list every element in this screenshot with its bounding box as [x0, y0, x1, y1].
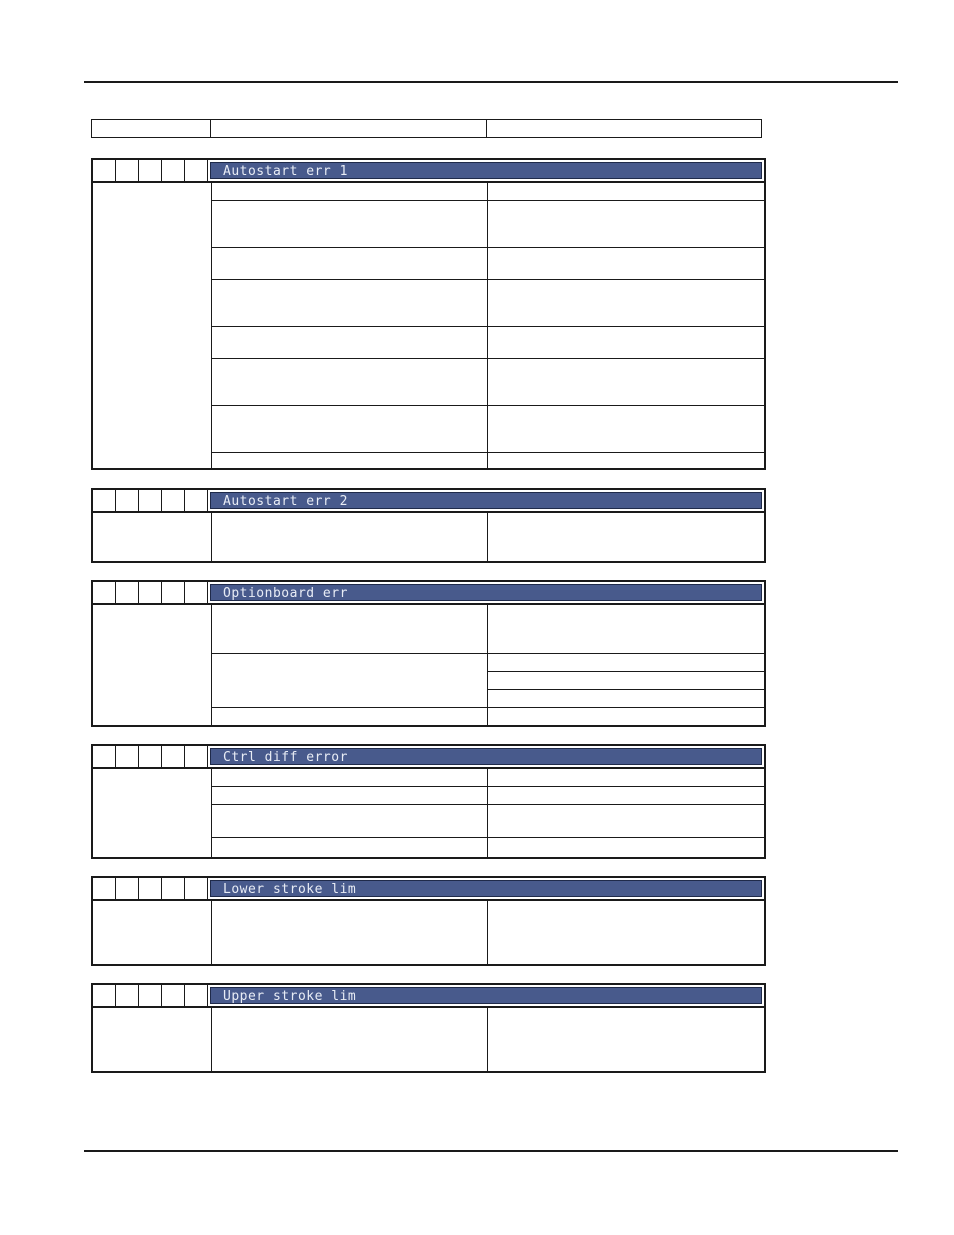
cause-row	[212, 805, 764, 838]
fault-display-title: Ctrl diff error	[210, 748, 762, 765]
fault-code-cell	[93, 769, 212, 857]
fault-display-title: Upper stroke lim	[210, 987, 762, 1004]
cause-row	[212, 248, 764, 280]
led-indicator	[185, 878, 208, 899]
fault-header	[93, 878, 764, 901]
fault-header	[93, 985, 764, 1008]
fault-header	[93, 746, 764, 769]
cause-row	[212, 327, 764, 359]
header-cell-remedy	[487, 120, 762, 138]
led-indicator	[116, 160, 139, 181]
led-indicator	[93, 582, 116, 603]
led-indicator	[139, 985, 162, 1006]
led-indicator	[162, 746, 185, 767]
fault-block-autostart-err-1	[91, 158, 766, 470]
fault-block-autostart-err-2	[91, 488, 766, 563]
led-indicator	[185, 490, 208, 511]
column-header-table	[91, 119, 762, 138]
fault-code-cell	[93, 183, 212, 468]
led-indicator	[162, 985, 185, 1006]
cause-row	[212, 280, 764, 327]
led-indicator	[139, 490, 162, 511]
cause-row	[212, 1008, 764, 1071]
led-indicator	[162, 160, 185, 181]
led-indicator	[162, 582, 185, 603]
led-indicator	[162, 878, 185, 899]
fault-display-title: Lower stroke lim	[210, 880, 762, 897]
led-indicator	[116, 878, 139, 899]
cause-row	[212, 901, 764, 964]
fault-header	[93, 582, 764, 605]
footer-rule	[84, 1150, 898, 1152]
cause-row	[212, 183, 764, 201]
led-indicator	[139, 160, 162, 181]
header-cell-description	[211, 120, 487, 138]
header-cell-code	[92, 120, 211, 138]
cause-row	[212, 708, 764, 725]
cause-row	[212, 787, 764, 805]
led-indicator	[185, 985, 208, 1006]
fault-code-cell	[93, 605, 212, 725]
cause-row	[212, 406, 764, 453]
led-indicator	[93, 160, 116, 181]
cause-row	[212, 453, 764, 469]
fault-display-title: Autostart err 2	[210, 492, 762, 509]
led-indicator	[116, 490, 139, 511]
led-indicator	[116, 746, 139, 767]
fault-code-cell	[93, 513, 212, 561]
cause-row	[212, 654, 764, 708]
led-indicator	[93, 878, 116, 899]
fault-display-title: Autostart err 1	[210, 162, 762, 179]
cause-row	[212, 605, 764, 654]
fault-block-optionboard-err	[91, 580, 766, 727]
led-indicator	[185, 746, 208, 767]
fault-block-upper-stroke-lim	[91, 983, 766, 1073]
led-indicator	[93, 746, 116, 767]
led-indicator	[93, 490, 116, 511]
led-indicator	[185, 160, 208, 181]
led-indicator	[93, 985, 116, 1006]
led-indicator	[162, 490, 185, 511]
cause-row	[212, 201, 764, 248]
cause-row	[212, 769, 764, 787]
cause-row	[212, 838, 764, 857]
led-indicator	[116, 582, 139, 603]
cause-row	[212, 359, 764, 406]
led-indicator	[139, 878, 162, 899]
fault-display-title: Optionboard err	[210, 584, 762, 601]
header-rule	[84, 81, 898, 83]
fault-code-cell	[93, 1008, 212, 1071]
cause-row	[212, 513, 764, 561]
led-indicator	[139, 582, 162, 603]
fault-header	[93, 160, 764, 183]
fault-block-lower-stroke-lim	[91, 876, 766, 966]
fault-code-cell	[93, 901, 212, 964]
led-indicator	[116, 985, 139, 1006]
led-indicator	[139, 746, 162, 767]
fault-header	[93, 490, 764, 513]
led-indicator	[185, 582, 208, 603]
fault-block-ctrl-diff-error	[91, 744, 766, 859]
